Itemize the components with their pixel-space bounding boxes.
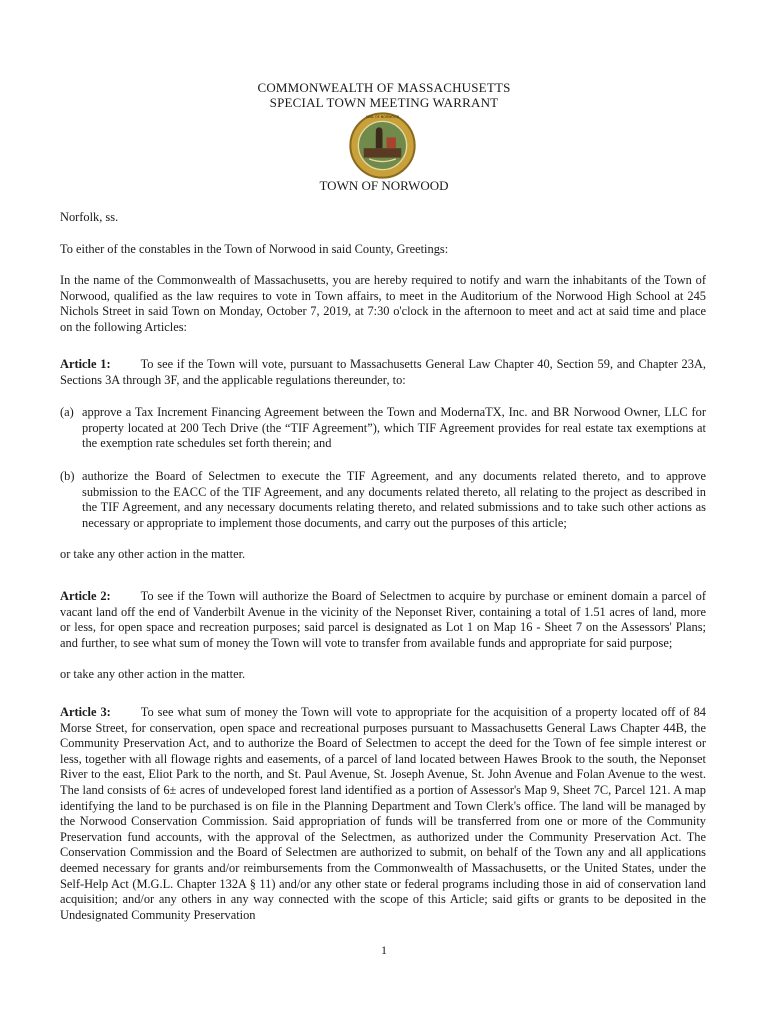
header-commonwealth: COMMONWEALTH OF MASSACHUSETTS	[257, 80, 511, 95]
article-1	[60, 357, 706, 388]
header-warrant-title: SPECIAL TOWN MEETING WARRANT	[269, 95, 499, 110]
article-1-closing: or take any other action in the matter.	[60, 547, 246, 561]
item-b-label: (b)	[60, 469, 75, 483]
article-3-text: To see what sum of money the Town will vote to appropriate for the acquisition of a property located off of 84 Morse Street, for conservation, open space and recreational purposes pursuant to Massachusetts General Laws Chapter 44B, the Community Preservation Act, and to authorize the Board of Selectmen to accept the deed for the Town of fee simple interest or less, together with all flowage rights and easements, of a parcel of land located between Hawes Brook to the south, the Neponset River to the east, Eliot Park to the north, and St. Paul Avenue, St. Joseph Avenue, St. John Avenue and Folan Avenue to the west. The land consists of 6± acres of undeveloped forest land identified as a portion of Assessor's Map 9, Sheet 7C, Parcel 121. A map identifying the land to be purchased is on file in the Planning Department and Town Clerk's office. The land will be managed by the Norwood Conservation Commission. Said appropriation of funds will be transferred from one or more of the Community Preservation fund accounts, with the approval of the Selectmen, as authorized under the Community Preservation Act. The Conservation Commission and the Board of Selectmen are authorized to submit, on behalf of the Town any and all applications deemed necessary for grants and/or reimbursements from the Commonwealth of Massachusetts, or the United States, under the Self-Help Act (M.G.L. Chapter 132A § 11) and/or any other state or federal programs including those in aid of conservation land acquisition; and/or any others in any way connected with the scope of this Article; said gifts or grants to be deposited in the Undesignated Community Preservation	[60, 705, 706, 922]
seal-lettering: SEAL OF NORWOOD	[365, 115, 400, 120]
article-2	[60, 589, 706, 651]
item-a-text: approve a Tax Increment Financing Agreement between the Town and ModernaTX, Inc. and BR Norwood Owner, LLC for property located at 200 Tech Drive (the “TIF Agreement”), which TIF Agreement provides for real estate tax exemptions at the exemption rate schedules set forth therein; and	[82, 405, 706, 451]
greeting-line: To either of the constables in the Town of Norwood in said County, Greetings:	[60, 242, 449, 256]
item-a-label: (a)	[60, 405, 74, 419]
article-1-item-a	[60, 405, 706, 452]
county-line: Norfolk, ss.	[60, 210, 119, 224]
page-number: 1	[381, 943, 387, 957]
intro-paragraph: In the name of the Commonwealth of Massachusetts, you are hereby required to notify and warn the inhabitants of the Town of Norwood, qualified as the law requires to vote in Town affairs, to meet in the Auditorium of the Norwood High School at 245 Nichols Street in said Town on Monday, October 7, 2019, at 7:30 o'clock in the afternoon to meet and act at said time and place on the following Articles:	[60, 273, 706, 334]
article-3	[60, 705, 706, 923]
town-seal-icon	[349, 112, 416, 179]
article-1-label: Article 1:	[60, 357, 111, 371]
article-2-text: To see if the Town will authorize the Board of Selectmen to acquire by purchase or eminent domain a parcel of vacant land off the end of Vanderbilt Avenue in the vicinity of the Neponset River, containing a total of 1.51 acres of land, more or less, for open space and recreation purposes; said parcel is designated as Lot 1 on Map 16 - Sheet 7 on the Assessors' Plans; and further, to see what sum of money the Town will vote to transfer from available funds and appropriate for said purpose;	[60, 589, 706, 650]
article-2-label: Article 2:	[60, 589, 111, 603]
article-3-label: Article 3:	[60, 705, 111, 719]
article-1-item-b	[60, 469, 706, 531]
item-b-text: authorize the Board of Selectmen to execute the TIF Agreement, and any documents related thereto, and to approve submission to the EACC of the TIF Agreement, and any documents related thereto, all relating to the project as described in the TIF Agreement, and any necessary documents relating thereto, and related submissions and to take such other actions as necessary or appropriate to implement those documents, and carry out the purposes of this article;	[82, 469, 706, 530]
article-2-closing: or take any other action in the matter.	[60, 667, 246, 681]
article-1-text: To see if the Town will vote, pursuant to Massachusetts General Law Chapter 40, Section 59, and Chapter 23A, Sections 3A through 3F, and the applicable regulations thereunder, to:	[60, 357, 706, 387]
town-name: TOWN OF NORWOOD	[319, 178, 449, 193]
